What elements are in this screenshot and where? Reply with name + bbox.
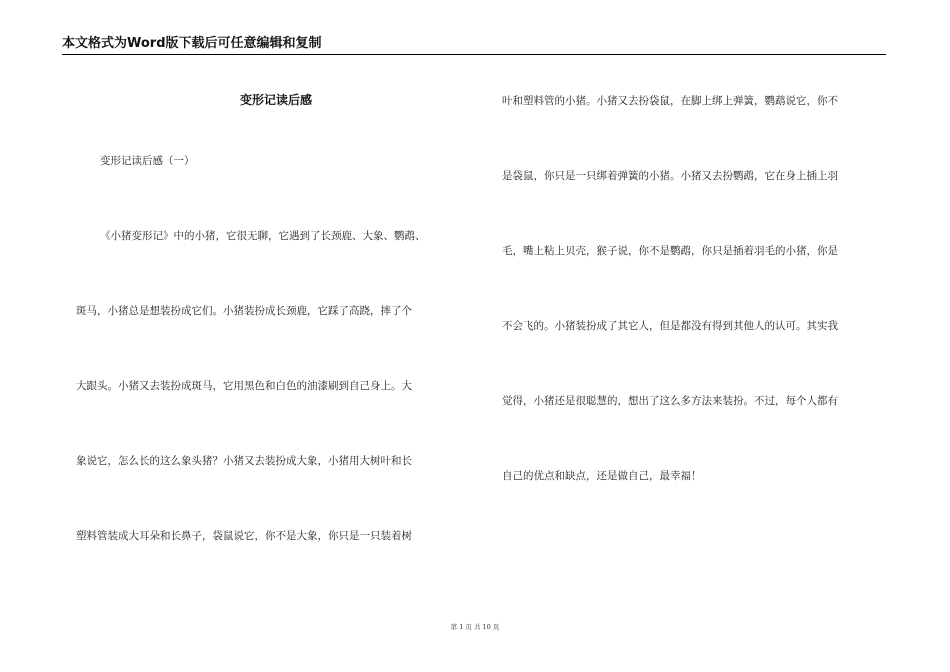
paragraph-line: 觉得，小猪还是很聪慧的，想出了这么多方法来装扮。不过，每个人都有 xyxy=(502,395,838,407)
document-title: 变形记读后感 xyxy=(239,93,312,107)
paragraph-line: 毛，嘴上粘上贝壳，猴子说，你不是鹦鹉，你只是插着羽毛的小猪，你是 xyxy=(502,245,838,257)
paragraph-line: 叶和塑料管的小猪。小猪又去扮袋鼠，在脚上绑上弹簧，鹦鹉说它，你不 xyxy=(502,95,838,107)
paragraph-line: 大跟头。小猪又去装扮成斑马，它用黑色和白色的油漆刷到自己身上。大 xyxy=(76,380,412,392)
page-header xyxy=(62,36,886,55)
paragraph-line: 是袋鼠，你只是一只绑着弹簧的小猪。小猪又去扮鹦鹉，它在身上插上羽 xyxy=(502,170,838,182)
paragraph-line: 《小猪变形记》中的小猪，它很无聊，它遇到了长颈鹿、大象、鹦鹉、 xyxy=(100,230,426,242)
page-number: 第 1 页 共 10 页 xyxy=(450,623,500,631)
section-subtitle: 变形记读后感（一） xyxy=(100,155,195,167)
paragraph-line: 斑马，小猪总是想装扮成它们。小猪装扮成长颈鹿，它踩了高跷，摔了个 xyxy=(76,305,412,317)
header-banner-text: 本文格式为Word版下载后可任意编辑和复制 xyxy=(62,36,322,51)
paragraph-line: 塑料管装成大耳朵和长鼻子，袋鼠说它，你不是大象，你只是一只装着树 xyxy=(76,530,412,542)
paragraph-line: 象说它，怎么长的这么象头猪？小猪又去装扮成大象，小猪用大树叶和长 xyxy=(76,455,412,467)
paragraph-line: 不会飞的。小猪装扮成了其它人，但是都没有得到其他人的认可。其实我 xyxy=(502,320,838,332)
paragraph-line: 自己的优点和缺点，还是做自己，最幸福！ xyxy=(502,470,702,482)
